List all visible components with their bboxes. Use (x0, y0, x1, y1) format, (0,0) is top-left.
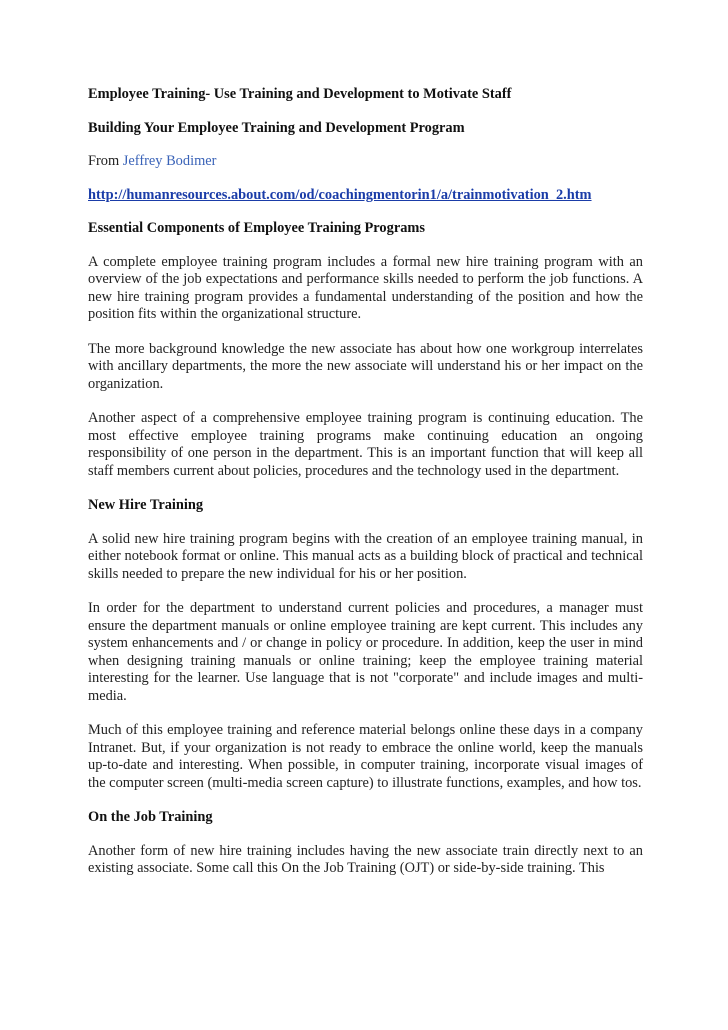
paragraph: Another form of new hire training includes having the new associate train directly next to an existing associate. Some call this On the Job Training (OJT) or side-by-side training. This (88, 842, 643, 876)
paragraph: Another aspect of a comprehensive employee training program is continuing education. The most effective employee training programs make continuing education an ongoing responsibility of one person in the department. This is an important function that will keep all staff members current about policies, procedures and the technology used in the department. (88, 410, 643, 479)
section-heading-ojt: On the Job Training (88, 809, 213, 825)
document-subtitle: Building Your Employee Training and Development Program (88, 119, 465, 136)
paragraph: Much of this employee training and reference material belongs online these days in a company Intranet. But, if your organization is not ready to embrace the online world, keep the manuals up-to-date and interesting. When possible, in computer training, incorporate visual images of the computer screen (multi-media screen capture) to illustrate functions, examples, and how tos. (88, 722, 643, 791)
author-prefix: From (88, 153, 123, 169)
paragraph: A complete employee training program includes a formal new hire training program with an overview of the job expectations and performance skills needed to perform the job functions. A new hire training program provides a fundamental understanding of the position and how the position fits within the organizational structure. (88, 253, 643, 322)
paragraph: A solid new hire training program begins with the creation of an employee training manual, in either notebook format or online. This manual acts as a building block of practical and technical skills needed to prepare the new individual for his or her position. (88, 530, 643, 582)
section-heading-new-hire: New Hire Training (88, 497, 204, 513)
paragraph: In order for the department to understand current policies and procedures, a manager must ensure the department manuals or online employee training are kept current. This includes any system enhancements and / or change in policy or procedure. In addition, keep the user in mind when designing training manuals or online training; keep the employee training material interesting for the learner. Use language that is not "corporate" and include images and multi-media. (88, 600, 643, 704)
source-url-link[interactable]: http://humanresources.about.com/od/coachingmentorin1/a/trainmotivation_2.htm (88, 186, 592, 203)
section-heading-essential: Essential Components of Employee Training Programs (88, 220, 425, 236)
source-url-line (88, 187, 643, 205)
document-title: Employee Training- Use Training and Development to Motivate Staff (88, 86, 512, 102)
paragraph: The more background knowledge the new associate has about how one workgroup interrelates with ancillary departments, the more the new associate will understand his or her impact on the organization. (88, 340, 643, 392)
author-link[interactable]: Jeffrey Bodimer (122, 153, 217, 169)
document-page (88, 86, 643, 895)
author-line (88, 153, 643, 171)
